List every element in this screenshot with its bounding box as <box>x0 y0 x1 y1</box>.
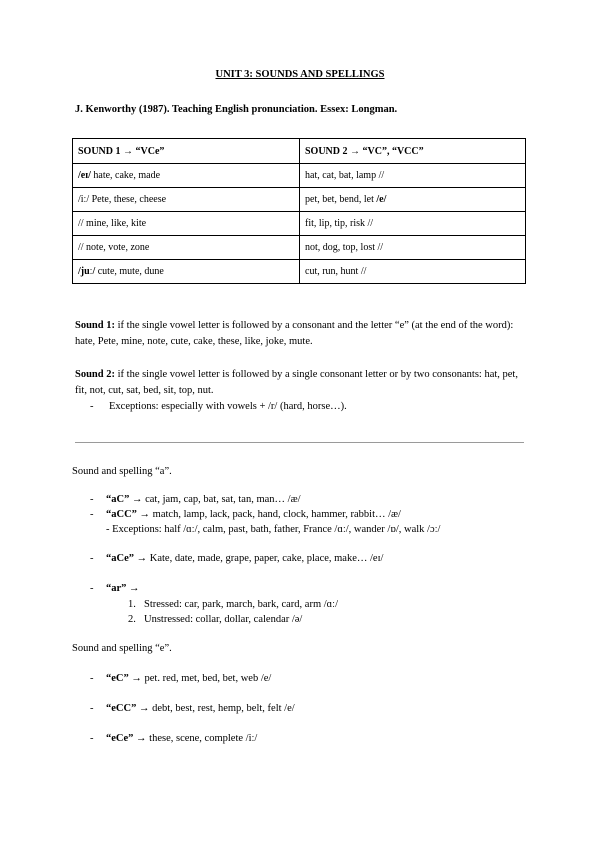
bullet-dash: - <box>90 509 94 520</box>
table-header-sound1: SOUND 1 → “VCe” <box>73 139 300 164</box>
bullet-dash: - <box>90 733 94 744</box>
bullet-dash: - <box>90 494 94 505</box>
table-cell <box>73 164 300 188</box>
cell-text: Pete, these, cheese <box>89 194 167 205</box>
sound2-exception: Exceptions: especially with vowels + /r/ (hard, horse…). <box>109 401 347 412</box>
table-cell <box>300 236 526 260</box>
table-row <box>73 212 526 236</box>
cell-text: fit, lip, tip, risk // <box>305 218 374 229</box>
table-header-sound2: SOUND 2 → “VC”, “VCC” <box>300 139 526 164</box>
cell-text: not, dog, top, lost // <box>305 242 384 253</box>
reference-citation: J. Kenworthy (1987). Teaching English pronunciation. Essex: Longman. <box>75 104 398 115</box>
spelling-pattern: “eCe” <box>106 733 134 744</box>
cell-text: cute, mute, dune <box>95 266 164 277</box>
table-cell <box>300 164 526 188</box>
item-text: → pet. red, met, bed, bet, web /e/ <box>128 673 272 684</box>
table-row <box>73 164 526 188</box>
cell-text: cut, run, hunt // <box>305 266 367 277</box>
item-text: → <box>126 583 140 594</box>
ipa-symbol: /juː/ <box>78 266 96 277</box>
list-item <box>106 553 383 564</box>
table-row <box>73 188 526 212</box>
numbered-item-num: 2. <box>128 614 136 625</box>
table-cell <box>300 212 526 236</box>
bullet-dash: - <box>90 673 94 684</box>
ipa-symbol: /iː/ <box>78 194 90 205</box>
sound2-label: Sound 2: <box>75 369 115 380</box>
ipa-symbol: /e/ <box>376 194 387 205</box>
item-text: → cat, jam, cap, bat, sat, tan, man… /æ/ <box>129 494 301 505</box>
spelling-pattern: “aC” <box>106 494 130 505</box>
horizontal-divider <box>75 442 524 443</box>
spelling-pattern: “aCC” <box>106 509 137 520</box>
table-row <box>73 260 526 284</box>
table-cell <box>73 260 300 284</box>
sound2-paragraph <box>75 367 527 399</box>
item-text: → match, lamp, lack, pack, hand, clock, hammer, rabbit… /æ/ <box>136 509 401 520</box>
list-item <box>106 494 301 505</box>
numbered-item-num: 1. <box>128 599 136 610</box>
bullet-dash: - <box>90 703 94 714</box>
item-text: → these, scene, complete /iː/ <box>133 733 258 744</box>
table-cell <box>73 188 300 212</box>
table-cell <box>73 212 300 236</box>
cell-text: // note, vote, zone <box>78 242 150 253</box>
cell-text: hat, cat, bat, lamp // <box>305 170 385 181</box>
numbered-item-text: Unstressed: collar, dollar, calendar /ə/ <box>144 614 303 625</box>
item-text: → debt, best, rest, hemp, belt, felt /e/ <box>136 703 295 714</box>
ipa-symbol: /eɪ/ <box>78 170 91 181</box>
section-a-heading: Sound and spelling “a”. <box>72 466 172 477</box>
section-e-heading: Sound and spelling “e”. <box>72 643 172 654</box>
spelling-pattern: “aCe” <box>106 553 134 564</box>
item-text: → Kate, date, made, grape, paper, cake, place, make… /eɪ/ <box>134 553 384 564</box>
sound1-paragraph <box>75 318 527 350</box>
page-title: UNIT 3: SOUNDS AND SPELLINGS <box>215 69 385 80</box>
cell-text: // mine, like, kite <box>78 218 147 229</box>
table-row <box>73 236 526 260</box>
table-cell <box>300 188 526 212</box>
sound1-text: if the single vowel letter is followed by a consonant and the letter “e” (at the end of the word): hate, Pete, mine, note, cute, cake, these, like, joke, mute. <box>75 320 514 347</box>
list-item-exception: - Exceptions: half /ɑː/, calm, past, bath, father, France /ɑː/, wander /ɒ/, walk /ɔː/ <box>106 524 441 535</box>
list-item <box>106 583 140 594</box>
numbered-item-text: Stressed: car, park, march, bark, card, arm /ɑː/ <box>144 599 338 610</box>
table-cell <box>300 260 526 284</box>
bullet-dash: - <box>90 401 94 412</box>
list-item <box>106 733 257 744</box>
sounds-table <box>72 138 526 284</box>
sound2-text: if the single vowel letter is followed by a single consonant letter or by two consonants: hat, pet, fit, not, cut, sat, bed, sit, top, nut. <box>75 369 518 396</box>
sound1-label: Sound 1: <box>75 320 115 331</box>
cell-text: hate, cake, made <box>90 170 161 181</box>
bullet-dash: - <box>90 583 94 594</box>
list-item <box>106 509 401 520</box>
spelling-pattern: “ar” <box>106 583 127 594</box>
cell-text: pet, bet, bend, let <box>305 194 377 205</box>
table-header-row <box>73 139 526 164</box>
spelling-pattern: “eCC” <box>106 703 137 714</box>
spelling-pattern: “eC” <box>106 673 129 684</box>
table-cell <box>73 236 300 260</box>
list-item <box>106 703 295 714</box>
bullet-dash: - <box>90 553 94 564</box>
list-item <box>106 673 271 684</box>
